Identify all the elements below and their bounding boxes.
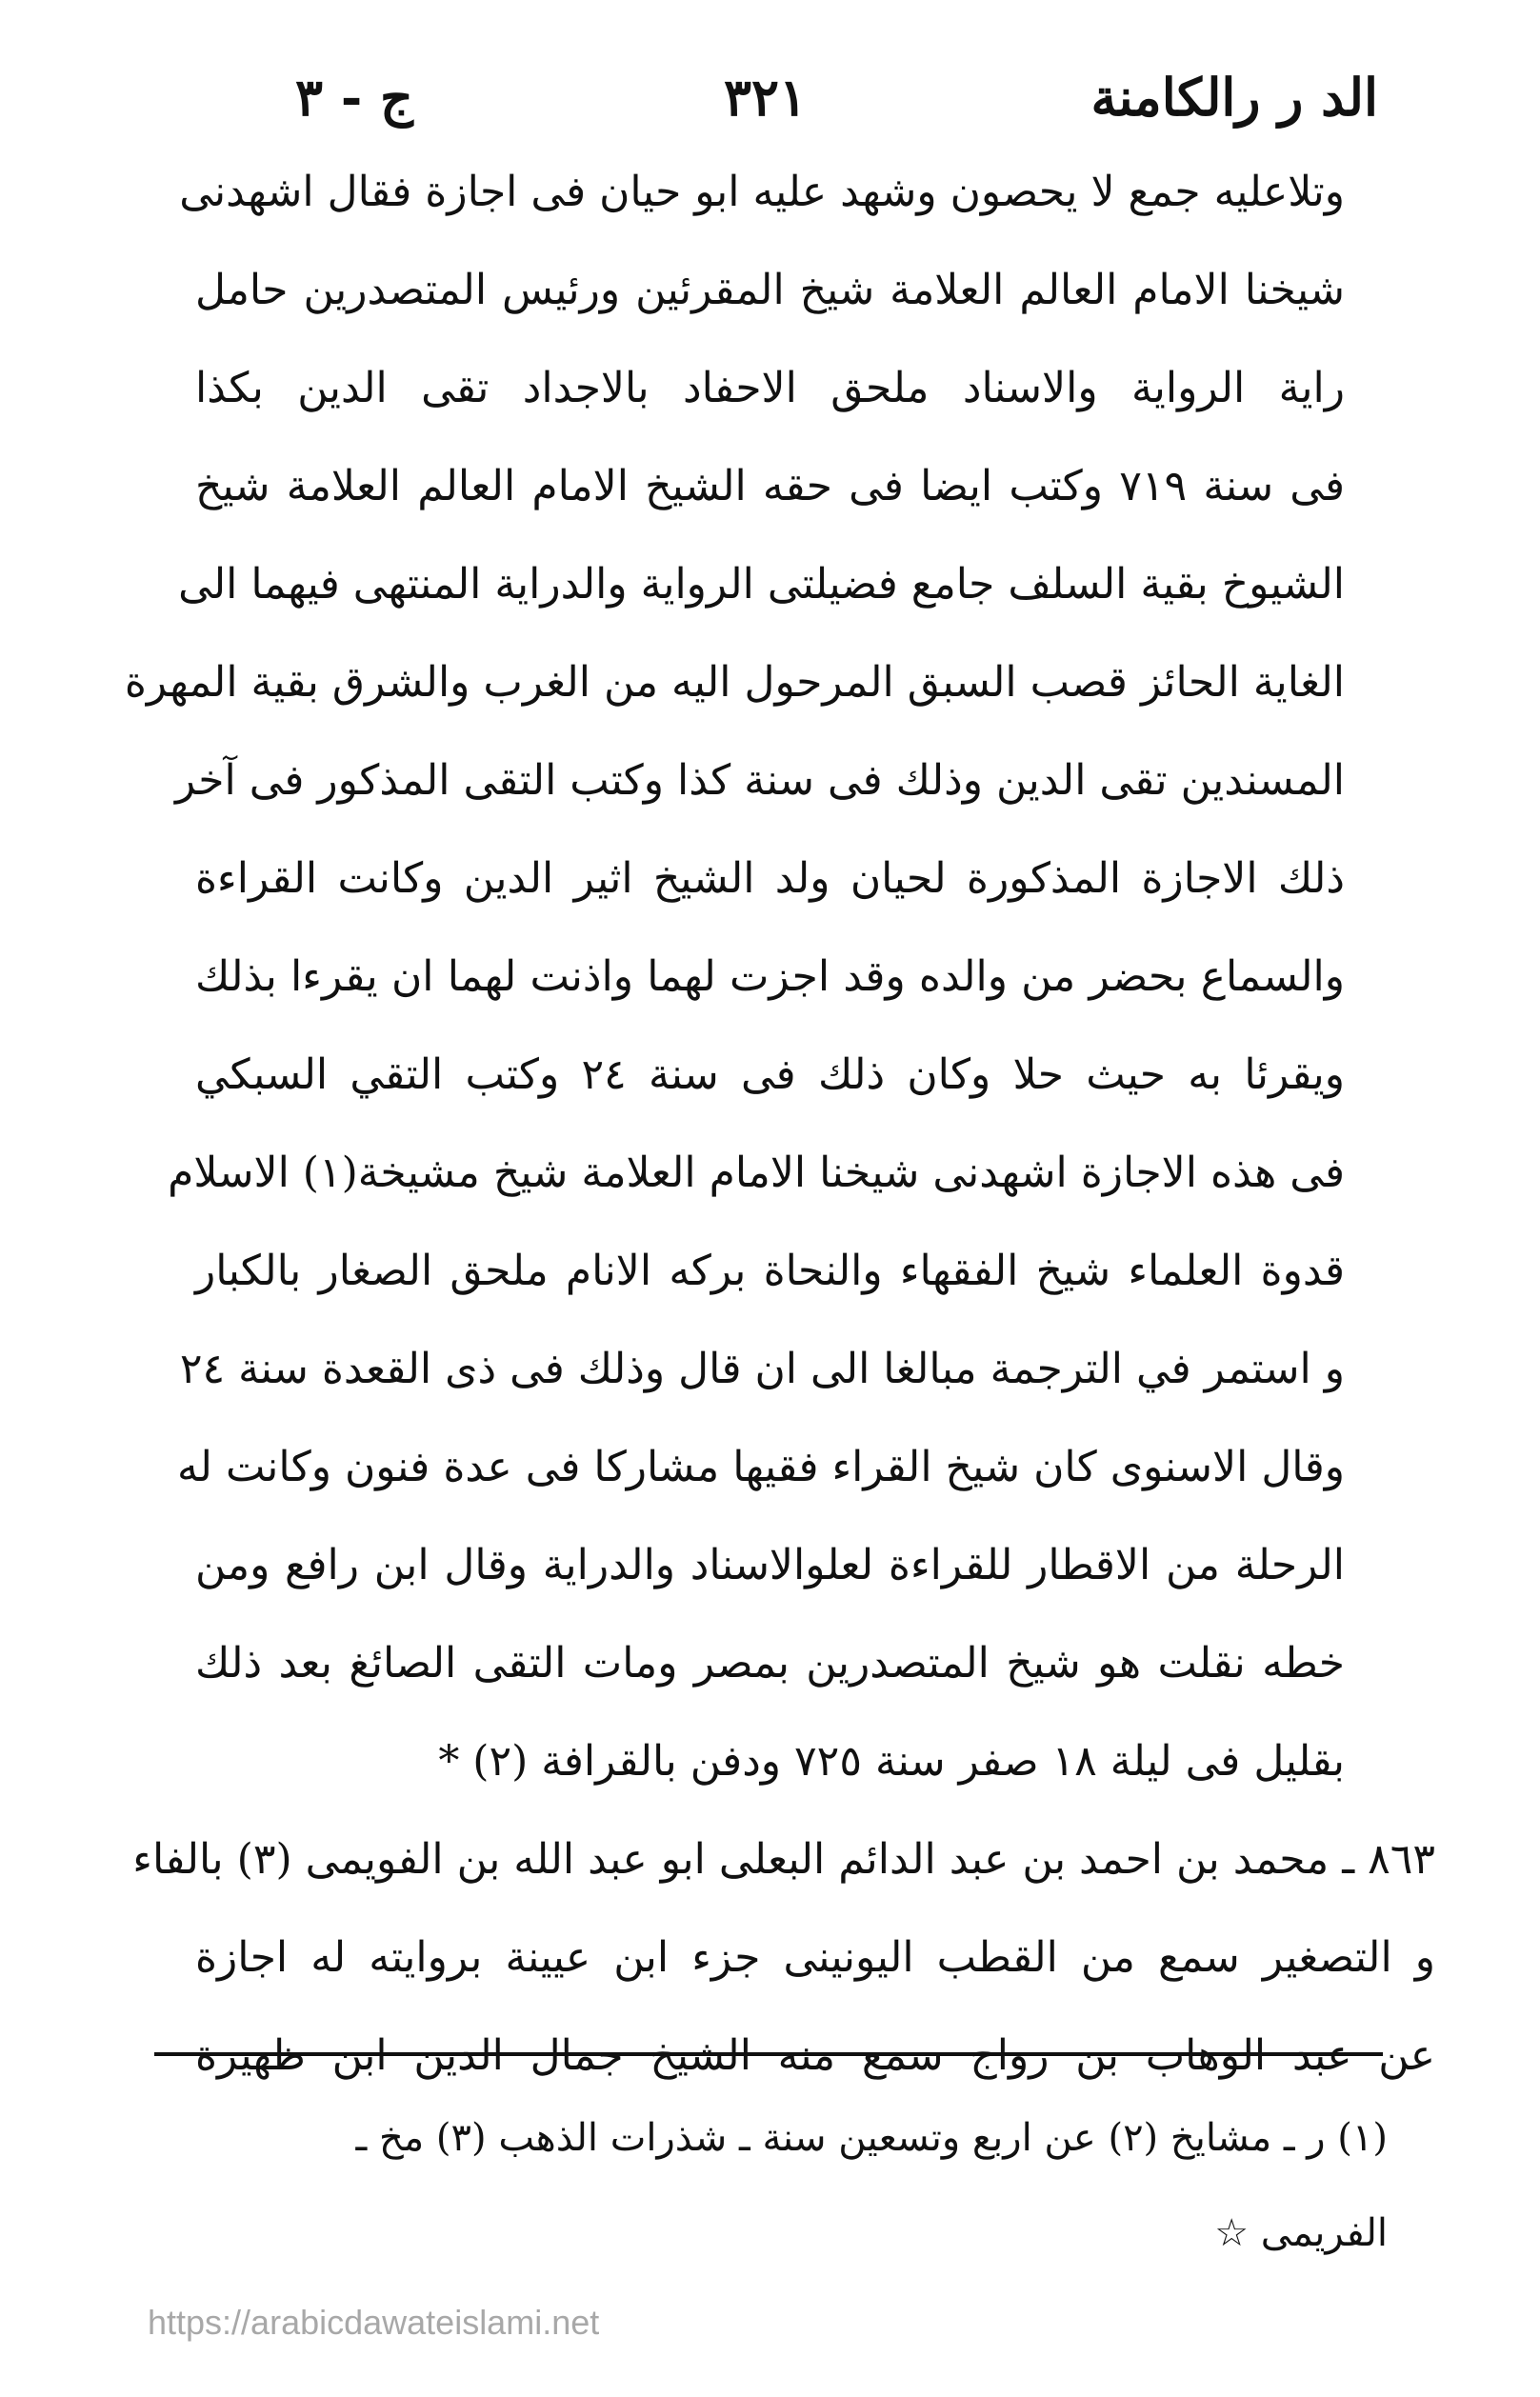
text-line: فى هذه الاجازة اشهدنى شيخنا الامام العلامة شيخ مشيخة(١) الاسلام [168, 1149, 1345, 1197]
volume-label: ج - ٣ [295, 67, 413, 128]
text-line: فى سنة ٧١٩ وكتب ايضا فى حقه الشيخ الامام العالم العلامة شيخ [195, 462, 1345, 510]
text-line: ذلك الاجازة المذكورة لحيان ولد الشيخ اثير الدين وكانت القراءة [195, 854, 1345, 903]
biography-entry-863 [132, 1810, 1435, 2105]
footnotes [157, 2090, 1388, 2281]
text-line: الشيوخ بقية السلف جامع فضيلتى الرواية والدراية المنتهى فيهما الى [178, 560, 1345, 609]
page-header [152, 59, 1378, 135]
text-line: وقال الاسنوى كان شيخ القراء فقيها مشاركا فى عدة فنون وكانت له [176, 1443, 1345, 1491]
text-line: عن عبد الوهاب بن رواج سمع منه الشيخ جمال الدين ابن ظهيرة [195, 2031, 1435, 2080]
text-line: راية الرواية والاسناد ملحق الاحفاد بالاجداد تقى الدين بكذا [195, 364, 1345, 412]
text-line: قدوة العلماء شيخ الفقهاء والنحاة بركه الانام ملحق الصغار بالكبار [195, 1247, 1345, 1295]
text-line: وتلاعليه جمع لا يحصون وشهد عليه ابو حيان فى اجازة فقال اشهدنى [179, 168, 1345, 216]
text-line: شيخنا الامام العالم العلامة شيخ المقرئين ورئيس المتصدرين حامل [195, 266, 1345, 314]
footnote-divider [154, 2052, 1383, 2056]
footnote-line: الفريمى ☆ [1214, 2211, 1388, 2255]
entry-heading-line: ٨٦٣ ـ محمد بن احمد بن عبد الدائم البعلى ابو عبد الله بن الفويمى (٣) بالفاء [132, 1835, 1435, 1884]
text-line: والسماع بحضر من والده وقد اجزت لهما واذنت لهما ان يقرءا بذلك [195, 952, 1345, 1001]
text-line: الرحلة من الاقطار للقراءة لعلوالاسناد والدراية وقال ابن رافع ومن [195, 1541, 1345, 1589]
watermark-url: https://arabicdawateislami.net [148, 2303, 600, 2342]
footnote-line: (١) ر ـ مشايخ (٢) عن اربع وتسعين سنة ـ شذرات الذهب (٣) مخ ـ [355, 2116, 1388, 2160]
text-line: المسندين تقى الدين وذلك فى سنة كذا وكتب التقى المذكور فى آخر [175, 756, 1345, 805]
text-line: ويقرئا به حيث حلا وكان ذلك فى سنة ٢٤ وكتب التقي السبكي [195, 1050, 1345, 1099]
text-line: خطه نقلت هو شيخ المتصدرين بمصر ومات التقى الصائغ بعد ذلك [195, 1639, 1345, 1688]
text-line: الغاية الحائز قصب السبق المرحول اليه من الغرب والشرق بقية المهرة [124, 658, 1345, 707]
text-line: بقليل فى ليلة ١٨ صفر سنة ٧٢٥ ودفن بالقرافة (٢) * [438, 1737, 1345, 1786]
page-number: ٣٢١ [723, 67, 808, 128]
text-line: و استمر في الترجمة مبالغا الى ان قال وذلك فى ذى القعدة سنة ٢٤ [179, 1345, 1345, 1393]
main-text [124, 143, 1435, 2105]
text-line: و التصغير سمع من القطب اليونينى جزء ابن عيينة بروايته له اجازة [195, 1933, 1435, 1982]
book-title: الد ر رالكامنة [1090, 67, 1378, 128]
